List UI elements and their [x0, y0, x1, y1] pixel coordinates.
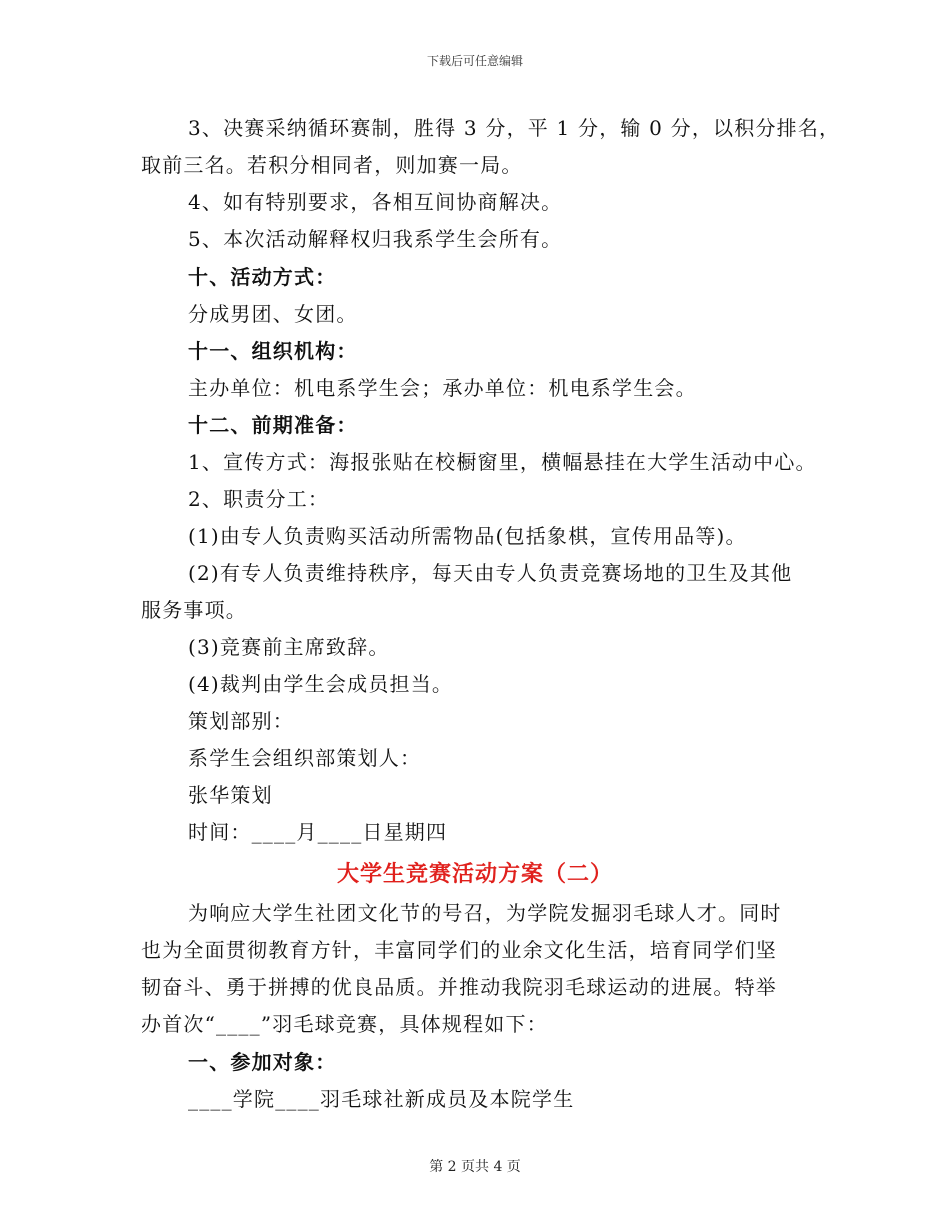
- heading-activity-method: 十、活动方式：: [188, 265, 337, 289]
- duty-2-line-2: 服务事项。: [141, 598, 247, 622]
- duty-1: (1)由专人负责购买活动所需物品(包括象棋，宣传用品等)。: [188, 524, 747, 548]
- rule-3-line-1: 3、决赛采纳循环赛制，胜得 3 分，平 1 分，输 0 分，以积分排名，: [188, 116, 841, 140]
- prep-item-1: 1、宣传方式：海报张贴在校橱窗里，横幅悬挂在大学生活动中心。: [188, 450, 817, 474]
- planner-label: 系学生会组织部策划人：: [188, 746, 422, 770]
- date-line: 时间：____月____日星期四: [188, 820, 448, 844]
- duty-2-line-1: (2)有专人负责维持秩序，每天由专人负责竞赛场地的卫生及其他: [188, 561, 793, 585]
- page-header: 下载后可任意编辑: [426, 54, 523, 68]
- heading-preparation: 十二、前期准备：: [188, 413, 358, 437]
- heading-organization: 十一、组织机构：: [188, 339, 358, 363]
- page-footer: 第 2 页共 4 页: [429, 1159, 521, 1175]
- planning-dept-label: 策划部别：: [188, 709, 294, 733]
- organization-text: 主办单位：机电系学生会；承办单位：机电系学生会。: [188, 376, 697, 400]
- intro-line-2: 也为全面贯彻教育方针，丰富同学们的业余文化生活，培育同学们坚: [141, 938, 777, 962]
- activity-method-text: 分成男团、女团。: [188, 302, 358, 326]
- planner-name: 张华策划: [188, 783, 273, 807]
- intro-line-1: 为响应大学生社团文化节的号召，为学院发掘羽毛球人才。同时: [188, 901, 782, 925]
- intro-line-3: 韧奋斗、勇于拼搏的优良品质。并推动我院羽毛球运动的进展。特举: [141, 975, 777, 999]
- heading-participants: 一、参加对象：: [188, 1050, 337, 1074]
- rule-4: 4、如有特别要求，各相互间协商解决。: [188, 190, 563, 214]
- participants-text: ____学院____羽毛球社新成员及本院学生: [188, 1087, 575, 1111]
- duty-3: (3)竞赛前主席致辞。: [188, 635, 390, 659]
- intro-line-4: 办首次“____”羽毛球竞赛，具体规程如下：: [141, 1012, 548, 1036]
- prep-item-2: 2、职责分工：: [188, 487, 330, 511]
- section-title: 大学生竞赛活动方案（二）: [336, 861, 613, 887]
- duty-4: (4)裁判由学生会成员担当。: [188, 672, 454, 696]
- rule-5: 5、本次活动解释权归我系学生会所有。: [188, 227, 563, 251]
- rule-3-line-2: 取前三名。若积分相同者，则加赛一局。: [141, 153, 523, 177]
